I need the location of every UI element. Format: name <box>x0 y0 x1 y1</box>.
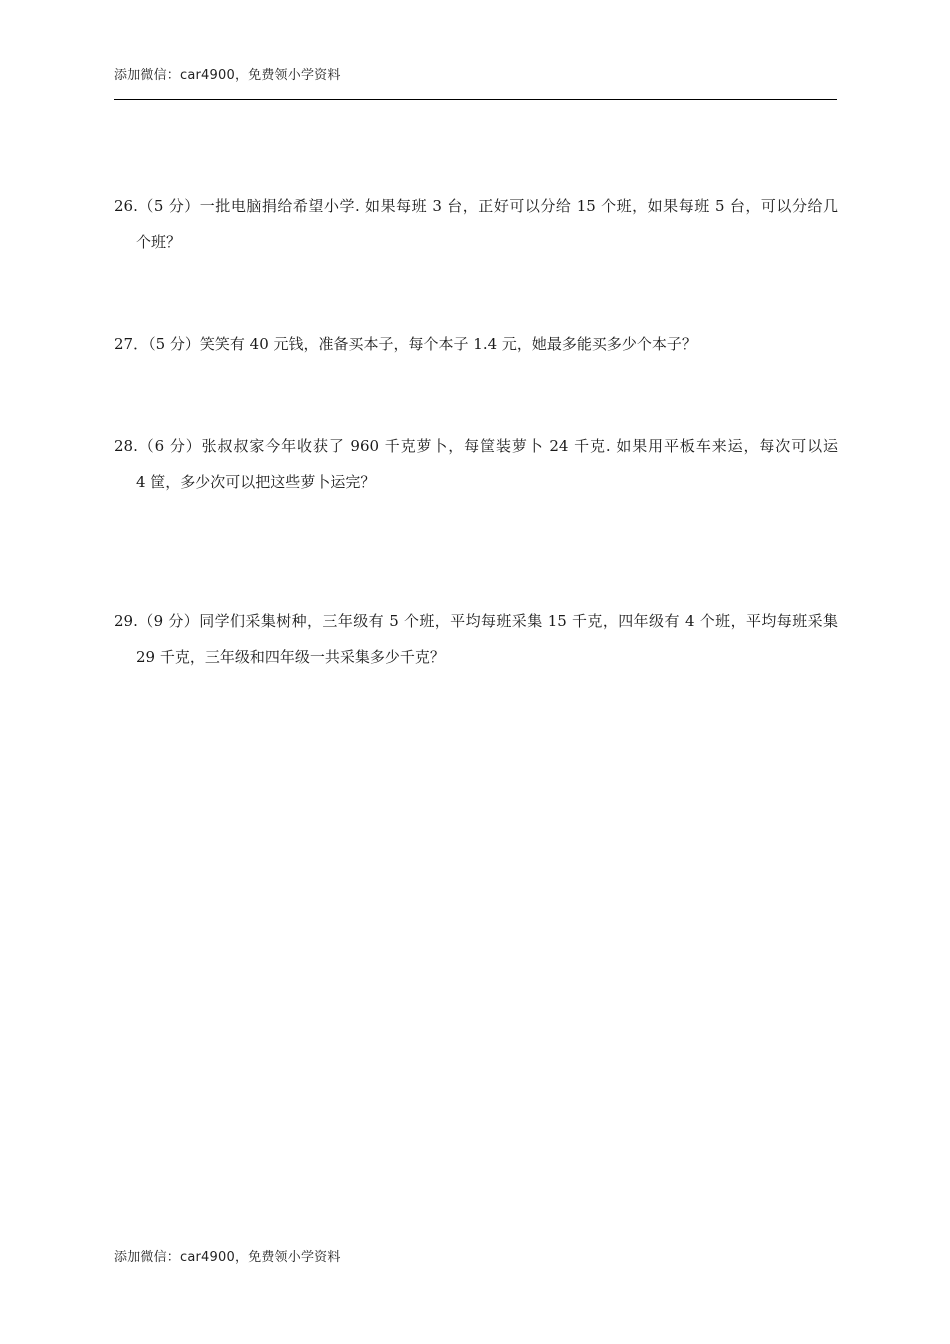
question-29 <box>114 603 838 675</box>
question-28 <box>114 428 838 500</box>
question-28-line-1: 28.（6 分）张叔叔家今年收获了 960 千克萝卜，每筐装萝卜 24 千克. 如果用平板车来运，每次可以运 <box>114 437 838 455</box>
question-27 <box>114 326 838 362</box>
page-header-text: 添加微信：car4900，免费领小学资料 <box>114 68 341 83</box>
question-29-line-2: 29 千克，三年级和四年级一共采集多少千克？ <box>136 648 445 666</box>
question-26-line-2: 个班？ <box>136 233 182 251</box>
question-26 <box>114 188 838 260</box>
page-footer-text: 添加微信：car4900，免费领小学资料 <box>114 1250 341 1265</box>
question-26-line-1: 26.（5 分）一批电脑捐给希望小学. 如果每班 3 台，正好可以分给 15 个班，如果每班 5 台，可以分给几 <box>114 197 838 215</box>
question-27-line-1: 27．（5 分）笑笑有 40 元钱，准备买本子，每个本子 1.4 元，她最多能买多少个本子？ <box>114 335 697 353</box>
question-28-line-2: 4 筐，多少次可以把这些萝卜运完？ <box>136 473 376 491</box>
header-divider <box>114 99 837 100</box>
question-29-line-1: 29.（9 分）同学们采集树种，三年级有 5 个班，平均每班采集 15 千克，四年级有 4 个班，平均每班采集 <box>114 612 838 630</box>
